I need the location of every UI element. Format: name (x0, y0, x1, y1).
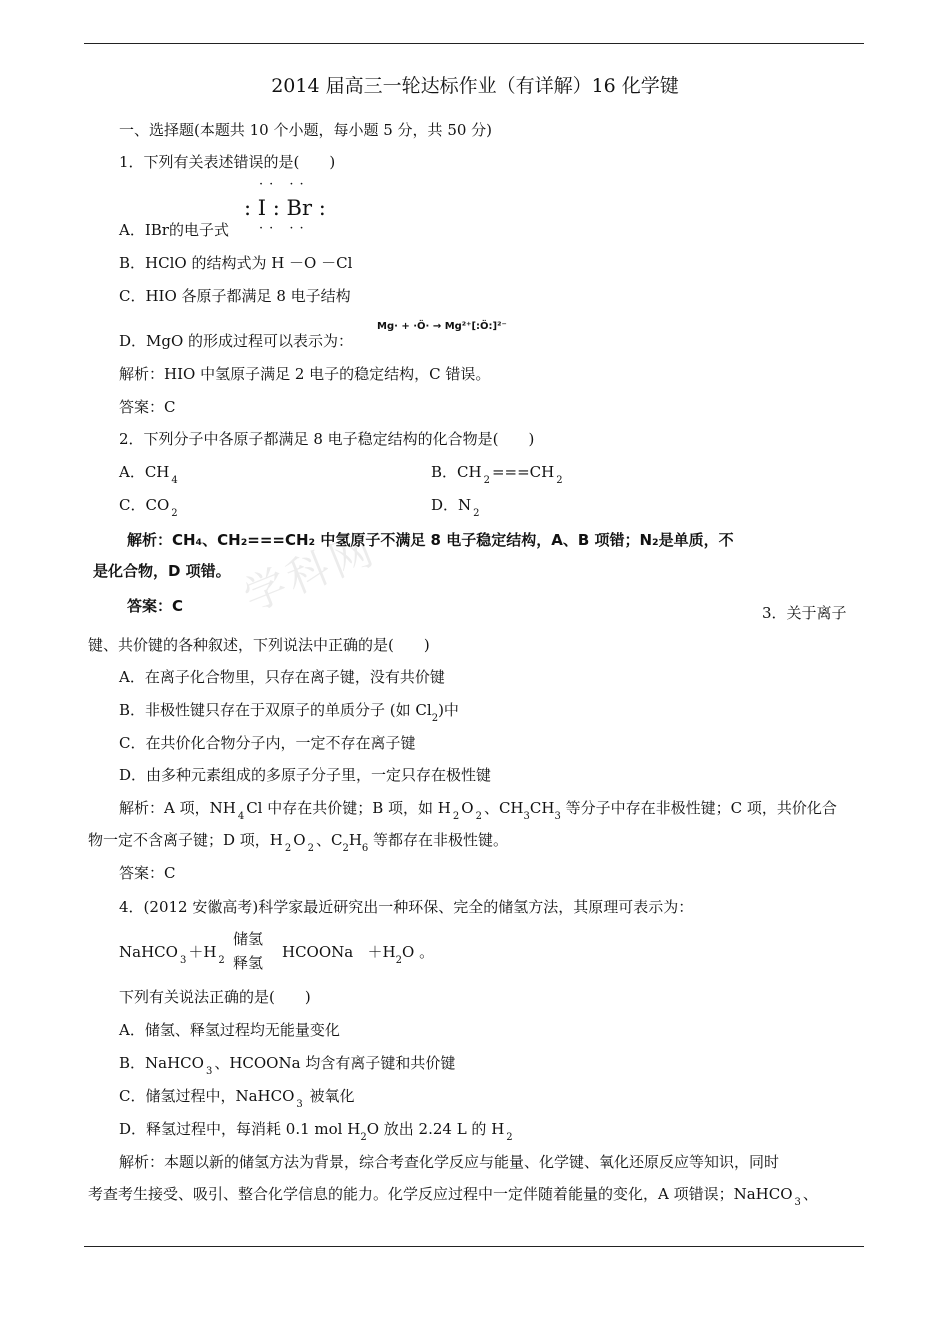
q2-option-d: D．N $_2$ (431, 496, 480, 519)
q4-option-d: D．释氢过程中，每消耗 0.1 mol $H_2O$ 放出 2.24 L 的 H $_2$ (119, 1120, 513, 1143)
bottom-rule (84, 1246, 864, 1247)
q4-stem: 4．(2012 安徽高考)科学家最近研究出一种环保、完全的储氢方法，其原理可表示为： (119, 898, 694, 916)
q2-analysis-line2: 是化合物，D 项错。 (93, 562, 231, 580)
q3-analysis-line1: 解析：A 项，NH $_4$ Cl 中存在共价键；B 项，如 H $_2$ O $_2$ 、$CH_3CH_3$ 等分子中存在非极性键；C 项，共价化合 (119, 799, 837, 822)
q3-option-d: D．由多种元素组成的多原子分子里，一定只存在极性键 (119, 766, 492, 784)
ibr-formula-i: I (257, 196, 267, 220)
q1-option-b: B．HClO 的结构式为 H －O －Cl (119, 254, 353, 272)
q2-answer: 答案：C (127, 597, 184, 615)
q4-option-c: C．储氢过程中，NaHCO $_3$ 被氧化 (119, 1087, 355, 1110)
q4-option-b: B．NaHCO $_3$ 、HCOONa 均含有离子键和共价键 (119, 1054, 456, 1077)
q4-analysis-line1: 解析：本题以新的储氢方法为背景，综合考查化学反应与能量、化学键、氧化还原反应等知识，同时 (119, 1153, 780, 1171)
q4-analysis-line2: 考查考生接受、吸引、整合化学信息的能力。化学反应过程中一定伴随着能量的变化，A 项错误；NaHCO $_3$ 、 (88, 1185, 818, 1208)
q3-analysis-line2: 物一定不含离子键；D 项，H $_2$ O $_2$ 、$C_2H_6$ 等都存在非极性键。 (88, 831, 509, 854)
q3-stem-start: 3．关于离子 (762, 604, 847, 622)
q4-question: 下列有关说法正确的是( ) (119, 988, 311, 1006)
q3-answer: 答案：C (119, 864, 176, 882)
q3-option-b: B．非极性键只存在于双原子的单质分子 (如 $Cl_2$)中 (119, 701, 459, 724)
q2-analysis-line1: 解析：CH₄、CH₂===CH₂ 中氢原子不满足 8 电子稳定结构，A、B 项错；N₂是单质，不 (127, 531, 734, 549)
q1-analysis: 解析：HIO 中氢原子满足 2 电子的稳定结构，C 错误。 (119, 365, 491, 383)
mgo-formation-formula: Mg· + ·Ö· → Mg²⁺[:Ö:]²⁻ (377, 321, 507, 332)
q4-equation-left: NaHCO $_3$ ＋H $_2$ (119, 943, 225, 966)
q4-equation-right: HCOONa $+H_2O$ 。 (282, 943, 435, 966)
equation-arrow-label-top: 储氢 (233, 930, 264, 948)
electron-dots-top: ·· ·· (259, 177, 310, 192)
q2-option-c: C．CO $_2$ (119, 496, 178, 519)
ibr-formula: : I : Br : (244, 196, 326, 220)
ibr-formula-colon: : (272, 196, 280, 220)
section-heading: 一、选择题(本题共 10 个小题，每小题 5 分，共 50 分) (119, 121, 493, 139)
equation-arrow-label-bottom: 释氢 (233, 954, 264, 972)
electron-dots-bottom: ·· ·· (259, 221, 310, 236)
top-rule (84, 43, 864, 44)
q1-option-a: A．IBr的电子式 (119, 221, 229, 239)
q2-stem: 2．下列分子中各原子都满足 8 电子稳定结构的化合物是( ) (119, 430, 535, 448)
q1-answer: 答案：C (119, 398, 176, 416)
q1-option-c: C．HIO 各原子都满足 8 电子结构 (119, 287, 351, 305)
q2-option-b: B．CH $_2$ ===CH $_2$ (431, 463, 563, 486)
q1-stem: 1．下列有关表述错误的是( ) (119, 153, 336, 171)
q3-option-a: A．在离子化合物里，只存在离子键，没有共价键 (119, 668, 445, 686)
q1-option-d: D．MgO 的形成过程可以表示为： (119, 332, 354, 350)
watermark: 学科网 (236, 523, 384, 621)
q4-option-a: A．储氢、释氢过程均无能量变化 (119, 1021, 340, 1039)
q3-stem-cont: 键、共价键的各种叙述，下列说法中正确的是( ) (88, 636, 430, 654)
page-title: 2014 届高三一轮达标作业（有详解）16 化学键 (271, 75, 679, 97)
ibr-formula-br: Br (286, 196, 312, 220)
q3-option-c: C．在共价化合物分子内，一定不存在离子键 (119, 734, 416, 752)
q2-option-a: A．CH $_4$ (119, 463, 178, 486)
